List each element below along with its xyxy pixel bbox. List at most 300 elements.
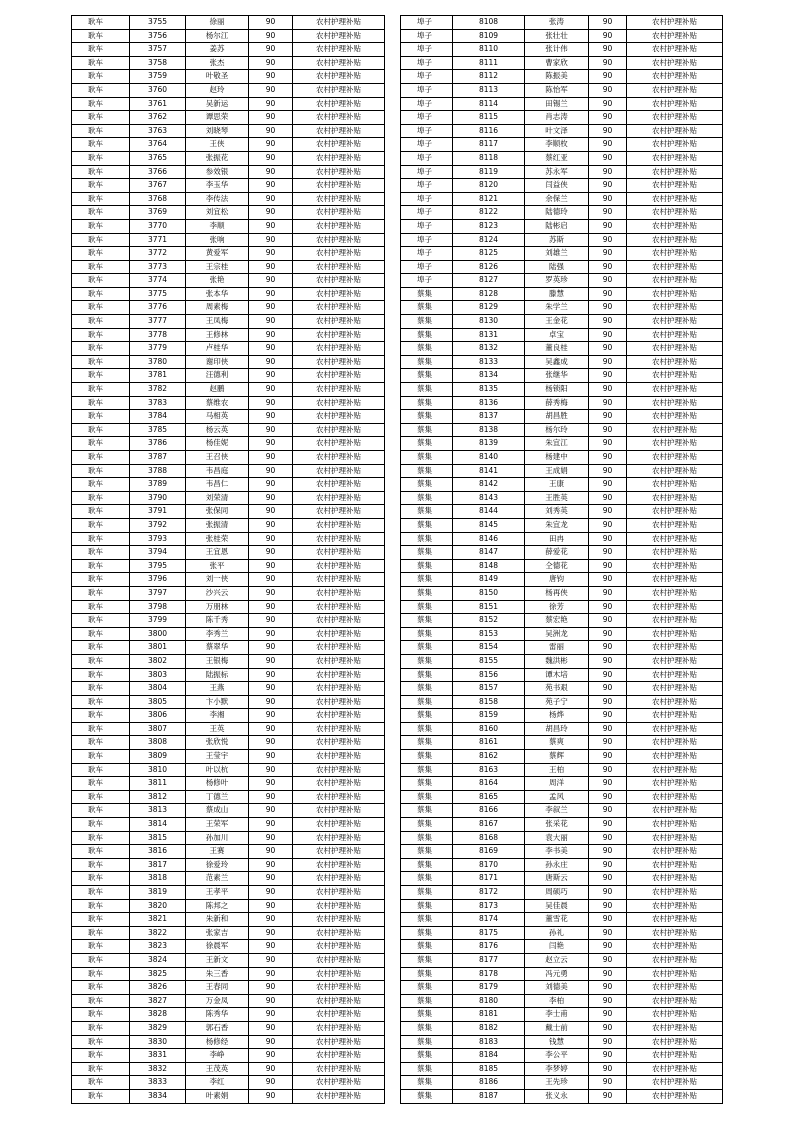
table-row: [72, 1021, 385, 1035]
subsidy-type-cell: 农村护理补贴: [293, 1008, 385, 1022]
amount-cell: 90: [249, 437, 293, 451]
name-cell: 王燕: [186, 682, 249, 696]
town-cell: 耿车: [72, 274, 130, 288]
amount-cell: 90: [249, 614, 293, 628]
name-cell: 朱宜龙: [525, 518, 589, 532]
subsidy-type-cell: 农村护理补贴: [627, 845, 723, 859]
town-cell: 蔡集: [401, 736, 453, 750]
name-cell: 李顺枚: [525, 138, 589, 152]
table-row: [72, 627, 385, 641]
name-cell: 朱新和: [186, 913, 249, 927]
table-row: [72, 491, 385, 505]
name-cell: 吴佳晨: [525, 899, 589, 913]
name-cell: 吴洲龙: [525, 627, 589, 641]
name-cell: 杨烨: [525, 709, 589, 723]
name-cell: 杨佳妮: [186, 437, 249, 451]
serial-number-cell: 8157: [453, 682, 525, 696]
subsidy-type-cell: 农村护理补贴: [293, 641, 385, 655]
amount-cell: 90: [249, 1035, 293, 1049]
subsidy-type-cell: 农村护理补贴: [627, 804, 723, 818]
table-row: [401, 981, 723, 995]
serial-number-cell: 3797: [130, 586, 186, 600]
serial-number-cell: 3828: [130, 1008, 186, 1022]
table-row: [401, 260, 723, 274]
subsidy-type-cell: 农村护理补贴: [293, 97, 385, 111]
table-row: [401, 1035, 723, 1049]
town-cell: 耿车: [72, 777, 130, 791]
town-cell: 蔡集: [401, 940, 453, 954]
serial-number-cell: 8119: [453, 165, 525, 179]
table-row: [72, 586, 385, 600]
name-cell: 冯元勇: [525, 967, 589, 981]
town-cell: 蔡集: [401, 654, 453, 668]
town-cell: 蔡集: [401, 926, 453, 940]
town-cell: 耿车: [72, 165, 130, 179]
serial-number-cell: 3764: [130, 138, 186, 152]
town-cell: 蔡集: [401, 886, 453, 900]
town-cell: 耿车: [72, 328, 130, 342]
serial-number-cell: 3767: [130, 179, 186, 193]
town-cell: 耿车: [72, 654, 130, 668]
subsidy-type-cell: 农村护理补贴: [293, 423, 385, 437]
name-cell: 王召侠: [186, 451, 249, 465]
subsidy-type-cell: 农村护理补贴: [627, 97, 723, 111]
subsidy-type-cell: 农村护理补贴: [627, 355, 723, 369]
town-cell: 耿车: [72, 151, 130, 165]
table-row: [72, 396, 385, 410]
amount-cell: 90: [249, 654, 293, 668]
serial-number-cell: 3831: [130, 1049, 186, 1063]
name-cell: 张壮壮: [525, 29, 589, 43]
subsidy-type-cell: 农村护理补贴: [293, 981, 385, 995]
serial-number-cell: 8152: [453, 614, 525, 628]
town-cell: 蔡集: [401, 1062, 453, 1076]
name-cell: 黄爱军: [186, 247, 249, 261]
serial-number-cell: 8127: [453, 274, 525, 288]
town-cell: 埠子: [401, 43, 453, 57]
town-cell: 耿车: [72, 369, 130, 383]
name-cell: 袁大丽: [525, 831, 589, 845]
serial-number-cell: 8121: [453, 192, 525, 206]
town-cell: 蔡集: [401, 967, 453, 981]
town-cell: 耿车: [72, 627, 130, 641]
table-row: [72, 124, 385, 138]
amount-cell: 90: [589, 926, 627, 940]
table-row: [401, 709, 723, 723]
subsidy-type-cell: 农村护理补贴: [627, 505, 723, 519]
amount-cell: 90: [589, 233, 627, 247]
subsidy-type-cell: 农村护理补贴: [627, 287, 723, 301]
name-cell: 万金凤: [186, 994, 249, 1008]
table-row: [72, 151, 385, 165]
serial-number-cell: 3777: [130, 315, 186, 329]
amount-cell: 90: [249, 926, 293, 940]
town-cell: 耿车: [72, 29, 130, 43]
serial-number-cell: 8146: [453, 532, 525, 546]
town-cell: 蔡集: [401, 328, 453, 342]
name-cell: 王宜恩: [186, 546, 249, 560]
amount-cell: 90: [589, 994, 627, 1008]
table-row: [72, 478, 385, 492]
subsidy-type-cell: 农村护理补贴: [627, 342, 723, 356]
amount-cell: 90: [589, 151, 627, 165]
amount-cell: 90: [249, 124, 293, 138]
name-cell: 叶以杭: [186, 763, 249, 777]
name-cell: 曹家欣: [525, 56, 589, 70]
subsidy-type-cell: 农村护理补贴: [293, 328, 385, 342]
amount-cell: 90: [249, 287, 293, 301]
subsidy-type-cell: 农村护理补贴: [627, 451, 723, 465]
town-cell: 耿车: [72, 43, 130, 57]
amount-cell: 90: [249, 233, 293, 247]
serial-number-cell: 3785: [130, 423, 186, 437]
subsidy-type-cell: 农村护理补贴: [293, 138, 385, 152]
amount-cell: 90: [589, 301, 627, 315]
subsidy-type-cell: 农村护理补贴: [293, 858, 385, 872]
amount-cell: 90: [249, 505, 293, 519]
name-cell: 张艳: [186, 274, 249, 288]
serial-number-cell: 3768: [130, 192, 186, 206]
town-cell: 蔡集: [401, 1021, 453, 1035]
table-row: [401, 845, 723, 859]
name-cell: 蔡红亚: [525, 151, 589, 165]
amount-cell: 90: [589, 899, 627, 913]
subsidy-type-cell: 农村护理补贴: [627, 1008, 723, 1022]
town-cell: 蔡集: [401, 559, 453, 573]
amount-cell: 90: [249, 953, 293, 967]
town-cell: 耿车: [72, 355, 130, 369]
table-row: [401, 641, 723, 655]
name-cell: 赵鹏: [186, 383, 249, 397]
name-cell: 徐爱玲: [186, 858, 249, 872]
name-cell: 周洋: [525, 777, 589, 791]
name-cell: 田锡兰: [525, 97, 589, 111]
name-cell: 闫益侠: [525, 179, 589, 193]
subsidy-type-cell: 农村护理补贴: [293, 831, 385, 845]
amount-cell: 90: [589, 206, 627, 220]
serial-number-cell: 8159: [453, 709, 525, 723]
amount-cell: 90: [589, 16, 627, 30]
name-cell: 钱慧: [525, 1035, 589, 1049]
name-cell: 李秀兰: [186, 627, 249, 641]
subsidy-type-cell: 农村护理补贴: [293, 369, 385, 383]
town-cell: 耿车: [72, 899, 130, 913]
town-cell: 蔡集: [401, 1076, 453, 1090]
town-cell: 蔡集: [401, 981, 453, 995]
subsidy-type-cell: 农村护理补贴: [293, 913, 385, 927]
subsidy-type-cell: 农村护理补贴: [293, 124, 385, 138]
serial-number-cell: 8170: [453, 858, 525, 872]
town-cell: 耿车: [72, 953, 130, 967]
town-cell: 蔡集: [401, 763, 453, 777]
serial-number-cell: 3769: [130, 206, 186, 220]
serial-number-cell: 3778: [130, 328, 186, 342]
amount-cell: 90: [249, 709, 293, 723]
serial-number-cell: 3766: [130, 165, 186, 179]
table-row: [401, 858, 723, 872]
town-cell: 蔡集: [401, 315, 453, 329]
subsidy-type-cell: 农村护理补贴: [293, 301, 385, 315]
name-cell: 朱学兰: [525, 301, 589, 315]
amount-cell: 90: [589, 872, 627, 886]
serial-number-cell: 8153: [453, 627, 525, 641]
town-cell: 蔡集: [401, 845, 453, 859]
town-cell: 耿车: [72, 423, 130, 437]
subsidy-type-cell: 农村护理补贴: [293, 342, 385, 356]
table-row: [401, 1021, 723, 1035]
town-cell: 耿车: [72, 532, 130, 546]
serial-number-cell: 3761: [130, 97, 186, 111]
subsidy-type-cell: 农村护理补贴: [627, 546, 723, 560]
name-cell: 蔡宏艳: [525, 614, 589, 628]
name-cell: 王宗桂: [186, 260, 249, 274]
table-row: [401, 301, 723, 315]
town-cell: 耿车: [72, 111, 130, 125]
subsidy-type-cell: 农村护理补贴: [293, 1089, 385, 1103]
subsidy-type-cell: 农村护理补贴: [293, 355, 385, 369]
subsidy-type-cell: 农村护理补贴: [627, 151, 723, 165]
serial-number-cell: 8124: [453, 233, 525, 247]
serial-number-cell: 3808: [130, 736, 186, 750]
serial-number-cell: 3819: [130, 886, 186, 900]
table-row: [401, 124, 723, 138]
town-cell: 蔡集: [401, 722, 453, 736]
town-cell: 蔡集: [401, 355, 453, 369]
table-row: [401, 478, 723, 492]
name-cell: 张涛: [525, 16, 589, 30]
table-row: [401, 913, 723, 927]
table-row: [401, 315, 723, 329]
subsidy-type-cell: 农村护理补贴: [293, 940, 385, 954]
serial-number-cell: 3832: [130, 1062, 186, 1076]
name-cell: 王柏: [525, 763, 589, 777]
serial-number-cell: 8138: [453, 423, 525, 437]
subsidy-type-cell: 农村护理补贴: [293, 926, 385, 940]
subsidy-type-cell: 农村护理补贴: [627, 559, 723, 573]
serial-number-cell: 8120: [453, 179, 525, 193]
town-cell: 蔡集: [401, 383, 453, 397]
town-cell: 耿车: [72, 600, 130, 614]
table-row: [401, 886, 723, 900]
serial-number-cell: 8139: [453, 437, 525, 451]
serial-number-cell: 8123: [453, 219, 525, 233]
town-cell: 耿车: [72, 491, 130, 505]
subsidy-type-cell: 农村护理补贴: [293, 451, 385, 465]
town-cell: 耿车: [72, 1062, 130, 1076]
serial-number-cell: 8169: [453, 845, 525, 859]
table-row: [401, 682, 723, 696]
serial-number-cell: 8142: [453, 478, 525, 492]
table-body-right: [401, 16, 723, 1104]
table-row: [72, 518, 385, 532]
subsidy-type-cell: 农村护理补贴: [293, 165, 385, 179]
name-cell: 王莹宇: [186, 750, 249, 764]
amount-cell: 90: [249, 29, 293, 43]
table-row: [401, 1089, 723, 1103]
name-cell: 张保同: [186, 505, 249, 519]
amount-cell: 90: [249, 478, 293, 492]
table-row: [72, 410, 385, 424]
table-row: [401, 491, 723, 505]
table-row: [401, 614, 723, 628]
serial-number-cell: 8173: [453, 899, 525, 913]
serial-number-cell: 8128: [453, 287, 525, 301]
town-cell: 埠子: [401, 206, 453, 220]
serial-number-cell: 3770: [130, 219, 186, 233]
subsidy-type-cell: 农村护理补贴: [627, 695, 723, 709]
name-cell: 陈邦之: [186, 899, 249, 913]
name-cell: 张杰: [186, 56, 249, 70]
name-cell: 李峥: [186, 1049, 249, 1063]
table-row: [401, 559, 723, 573]
table-row: [72, 1049, 385, 1063]
name-cell: 李顺: [186, 219, 249, 233]
name-cell: 蔡爽: [525, 736, 589, 750]
name-cell: 孟风: [525, 790, 589, 804]
name-cell: 王凤梅: [186, 315, 249, 329]
subsidy-type-cell: 农村护理补贴: [293, 179, 385, 193]
subsidy-type-cell: 农村护理补贴: [293, 627, 385, 641]
town-cell: 埠子: [401, 29, 453, 43]
town-cell: 耿车: [72, 913, 130, 927]
subsidy-type-cell: 农村护理补贴: [627, 722, 723, 736]
subsidy-type-cell: 农村护理补贴: [627, 940, 723, 954]
town-cell: 蔡集: [401, 872, 453, 886]
town-cell: 耿车: [72, 301, 130, 315]
name-cell: 苑书艰: [525, 682, 589, 696]
town-cell: 蔡集: [401, 518, 453, 532]
amount-cell: 90: [589, 124, 627, 138]
serial-number-cell: 3815: [130, 831, 186, 845]
town-cell: 蔡集: [401, 600, 453, 614]
serial-number-cell: 3829: [130, 1021, 186, 1035]
amount-cell: 90: [249, 491, 293, 505]
amount-cell: 90: [589, 423, 627, 437]
town-cell: 蔡集: [401, 586, 453, 600]
town-cell: 蔡集: [401, 790, 453, 804]
town-cell: 耿车: [72, 722, 130, 736]
amount-cell: 90: [589, 736, 627, 750]
amount-cell: 90: [589, 29, 627, 43]
serial-number-cell: 8151: [453, 600, 525, 614]
subsidy-type-cell: 农村护理补贴: [627, 70, 723, 84]
subsidy-type-cell: 农村护理补贴: [293, 600, 385, 614]
town-cell: 蔡集: [401, 750, 453, 764]
name-cell: 杨锁阳: [525, 383, 589, 397]
town-cell: 耿车: [72, 763, 130, 777]
town-cell: 蔡集: [401, 1008, 453, 1022]
amount-cell: 90: [249, 43, 293, 57]
name-cell: 蔡维农: [186, 396, 249, 410]
table-row: [401, 247, 723, 261]
serial-number-cell: 3814: [130, 818, 186, 832]
name-cell: 李书美: [525, 845, 589, 859]
amount-cell: 90: [249, 872, 293, 886]
town-cell: 蔡集: [401, 423, 453, 437]
amount-cell: 90: [589, 491, 627, 505]
subsidy-type-cell: 农村护理补贴: [627, 641, 723, 655]
serial-number-cell: 8132: [453, 342, 525, 356]
subsidy-type-cell: 农村护理补贴: [627, 478, 723, 492]
name-cell: 张桂荣: [186, 532, 249, 546]
table-row: [401, 790, 723, 804]
subsidy-type-cell: 农村护理补贴: [293, 777, 385, 791]
amount-cell: 90: [589, 274, 627, 288]
amount-cell: 90: [589, 1076, 627, 1090]
name-cell: 张采花: [525, 818, 589, 832]
serial-number-cell: 3795: [130, 559, 186, 573]
serial-number-cell: 8178: [453, 967, 525, 981]
table-row: [72, 967, 385, 981]
name-cell: 刘雄兰: [525, 247, 589, 261]
table-row: [72, 953, 385, 967]
subsidy-type-cell: 农村护理补贴: [293, 818, 385, 832]
table-row: [72, 858, 385, 872]
subsidy-type-cell: 农村护理补贴: [627, 926, 723, 940]
table-row: [72, 260, 385, 274]
table-row: [72, 994, 385, 1008]
subsidy-type-cell: 农村护理补贴: [293, 111, 385, 125]
name-cell: 李公平: [525, 1049, 589, 1063]
table-row: [72, 845, 385, 859]
subsidy-type-cell: 农村护理补贴: [627, 111, 723, 125]
amount-cell: 90: [589, 260, 627, 274]
serial-number-cell: 8140: [453, 451, 525, 465]
table-row: [401, 804, 723, 818]
name-cell: 张继华: [525, 369, 589, 383]
name-cell: 刘宜松: [186, 206, 249, 220]
table-row: [72, 654, 385, 668]
subsidy-type-cell: 农村护理补贴: [627, 654, 723, 668]
table-row: [401, 1049, 723, 1063]
subsidy-type-cell: 农村护理补贴: [293, 233, 385, 247]
serial-number-cell: 3821: [130, 913, 186, 927]
subsidy-type-cell: 农村护理补贴: [627, 899, 723, 913]
amount-cell: 90: [589, 627, 627, 641]
serial-number-cell: 3824: [130, 953, 186, 967]
name-cell: 吴新运: [186, 97, 249, 111]
subsidy-type-cell: 农村护理补贴: [293, 790, 385, 804]
subsidy-type-cell: 农村护理补贴: [627, 1049, 723, 1063]
subsidy-type-cell: 农村护理补贴: [627, 736, 723, 750]
town-cell: 耿车: [72, 97, 130, 111]
amount-cell: 90: [589, 722, 627, 736]
town-cell: 耿车: [72, 1008, 130, 1022]
town-cell: 埠子: [401, 151, 453, 165]
name-cell: 李柏: [525, 994, 589, 1008]
serial-number-cell: 8183: [453, 1035, 525, 1049]
subsidy-type-cell: 农村护理补贴: [627, 600, 723, 614]
amount-cell: 90: [589, 70, 627, 84]
name-cell: 王成娟: [525, 464, 589, 478]
amount-cell: 90: [589, 532, 627, 546]
serial-number-cell: 3813: [130, 804, 186, 818]
name-cell: 王新文: [186, 953, 249, 967]
table-row: [72, 287, 385, 301]
amount-cell: 90: [249, 600, 293, 614]
town-cell: 耿车: [72, 315, 130, 329]
name-cell: 董雪花: [525, 913, 589, 927]
amount-cell: 90: [249, 56, 293, 70]
table-row: [72, 981, 385, 995]
serial-number-cell: 3834: [130, 1089, 186, 1103]
table-row: [72, 56, 385, 70]
table-row: [72, 29, 385, 43]
table-row: [401, 722, 723, 736]
name-cell: 参效银: [186, 165, 249, 179]
town-cell: 耿车: [72, 845, 130, 859]
table-row: [72, 369, 385, 383]
